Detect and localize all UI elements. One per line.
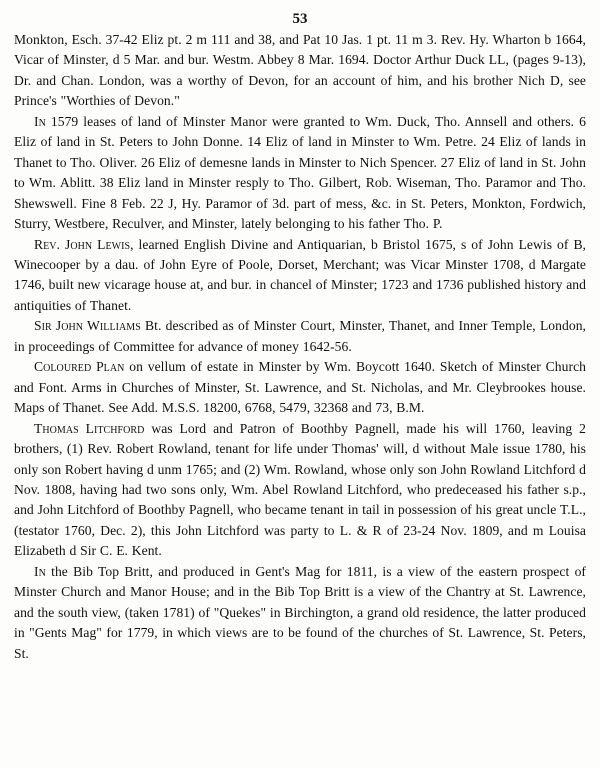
paragraph-lead: Rev. John Lewis	[34, 236, 131, 252]
paragraph-bib-top-britt	[14, 562, 586, 664]
paragraph-text: 1579 leases of land of Minster Manor were granted to Wm. Duck, Tho. Annsell and others. 6 Eliz of land in St. Peters to John Donne. 14 Eliz of land in Minster to Wm. Petre. 24 Eliz of lands in Thanet to Tho. Oliver. 26 Eliz of demesne lands in Minster to Nich Spencer. 27 Eliz of land in St. John to Wm. Ablitt. 38 Eliz land in Minster resply to Tho. Gilbert, Rob. Wiseman, Tho. Paramor and Tho. Shewswell. Fine 8 Feb. 22 J, Hy. Paramor of 3d. part of mess, &c. in St. Peters, Monkton, Fordwich, Sturry, Westbere, Reculver, and Minster, lately belonging to his father Tho. P.	[14, 113, 586, 232]
paragraph-john-lewis	[14, 235, 586, 317]
paragraph-lead: In	[34, 113, 46, 129]
paragraph-lead: In	[34, 563, 46, 579]
paragraph-text: , learned English Divine and Antiquarian, b Bristol 1675, s of John Lewis of B, Winecooper by a dau. of John Eyre of Poole, Dorset, Merchant; was Vicar Minster 1708, d Margate 1746, built new vicarage house at, and bur. in chancel of Minster; 1723 and 1736 published history and antiquities of Thanet.	[14, 236, 587, 313]
paragraph-lead: Sir John Williams	[34, 318, 141, 334]
paragraph-lead: Thomas Litchford	[34, 420, 145, 436]
paragraph-text: was Lord and Patron of Boothby Pagnell, made his will 1760, leaving 2 brothers, (1) Rev. Robert Rowland, tenant for life under Thomas' will, d without Male issue 1780, his only son Robert having d unm 1765; and (2) Wm. Rowland, whose only son John Rowland Litchford d Nov. 1808, having had two sons only, Wm. Abel Rowland Litchford, who predeceased his father s.p., and John Litchford of Boothby Pagnell, who became tenant in tail in possession of his great uncle T.L., (testator 1760, Dec. 2), this John Litchford was party to L. & R of 23-24 Nov. 1809, and m Louisa Elizabeth d Sir C. E. Kent.	[14, 420, 586, 559]
paragraph-text: on vellum of estate in Minster by Wm. Boycott 1640. Sketch of Minster Church and Font. Arms in Churches of Minster, St. Lawrence, and St. Nicholas, and Mr. Cleybrookes house. Maps of Thanet. See Add. M.S.S. 18200, 6768, 5479, 32368 and 73, B.M.	[14, 359, 586, 416]
paragraph-text: Monkton, Esch. 37-42 Eliz pt. 2 m 111 and 38, and Pat 10 Jas. 1 pt. 11 m 3. Rev. Hy. Wharton b 1664, Vicar of Minster, d 5 Mar. and bur. Westm. Abbey 8 Mar. 1694. Doctor Arthur Duck LL, (pages 9-13), Dr. and Chan. London, was a worthy of Devon, for an account of him, and his brother Nich D, see Prince's "Worthies of Devon."	[14, 32, 586, 109]
paragraph-leases	[14, 112, 586, 235]
paragraph-lead: Coloured Plan	[34, 359, 125, 375]
paragraph-coloured-plan	[14, 357, 586, 418]
paragraph-text: Bt. described as of Minster Court, Minster, Thanet, and Inner Temple, London, in proceedings of Committee for advance of money 1642-56.	[14, 318, 586, 354]
page-number: 53	[292, 11, 308, 27]
paragraph-john-williams	[14, 316, 586, 357]
paragraph-monkton	[14, 30, 586, 112]
paragraph-text: the Bib Top Britt, and produced in Gent's Mag for 1811, is a view of the eastern prospect of Minster Church and Manor House; and in the Bib Top Britt is a view of the Chantry at St. Lawrence, and the south view, (taken 1781) of "Quekes" in Birchington, a grand old residence, the latter produced in "Gents Mag" for 1779, in which views are to be found of the churches of St. Lawrence, St. Peters, St.	[14, 563, 586, 661]
paragraph-thomas-litchford	[14, 419, 586, 562]
